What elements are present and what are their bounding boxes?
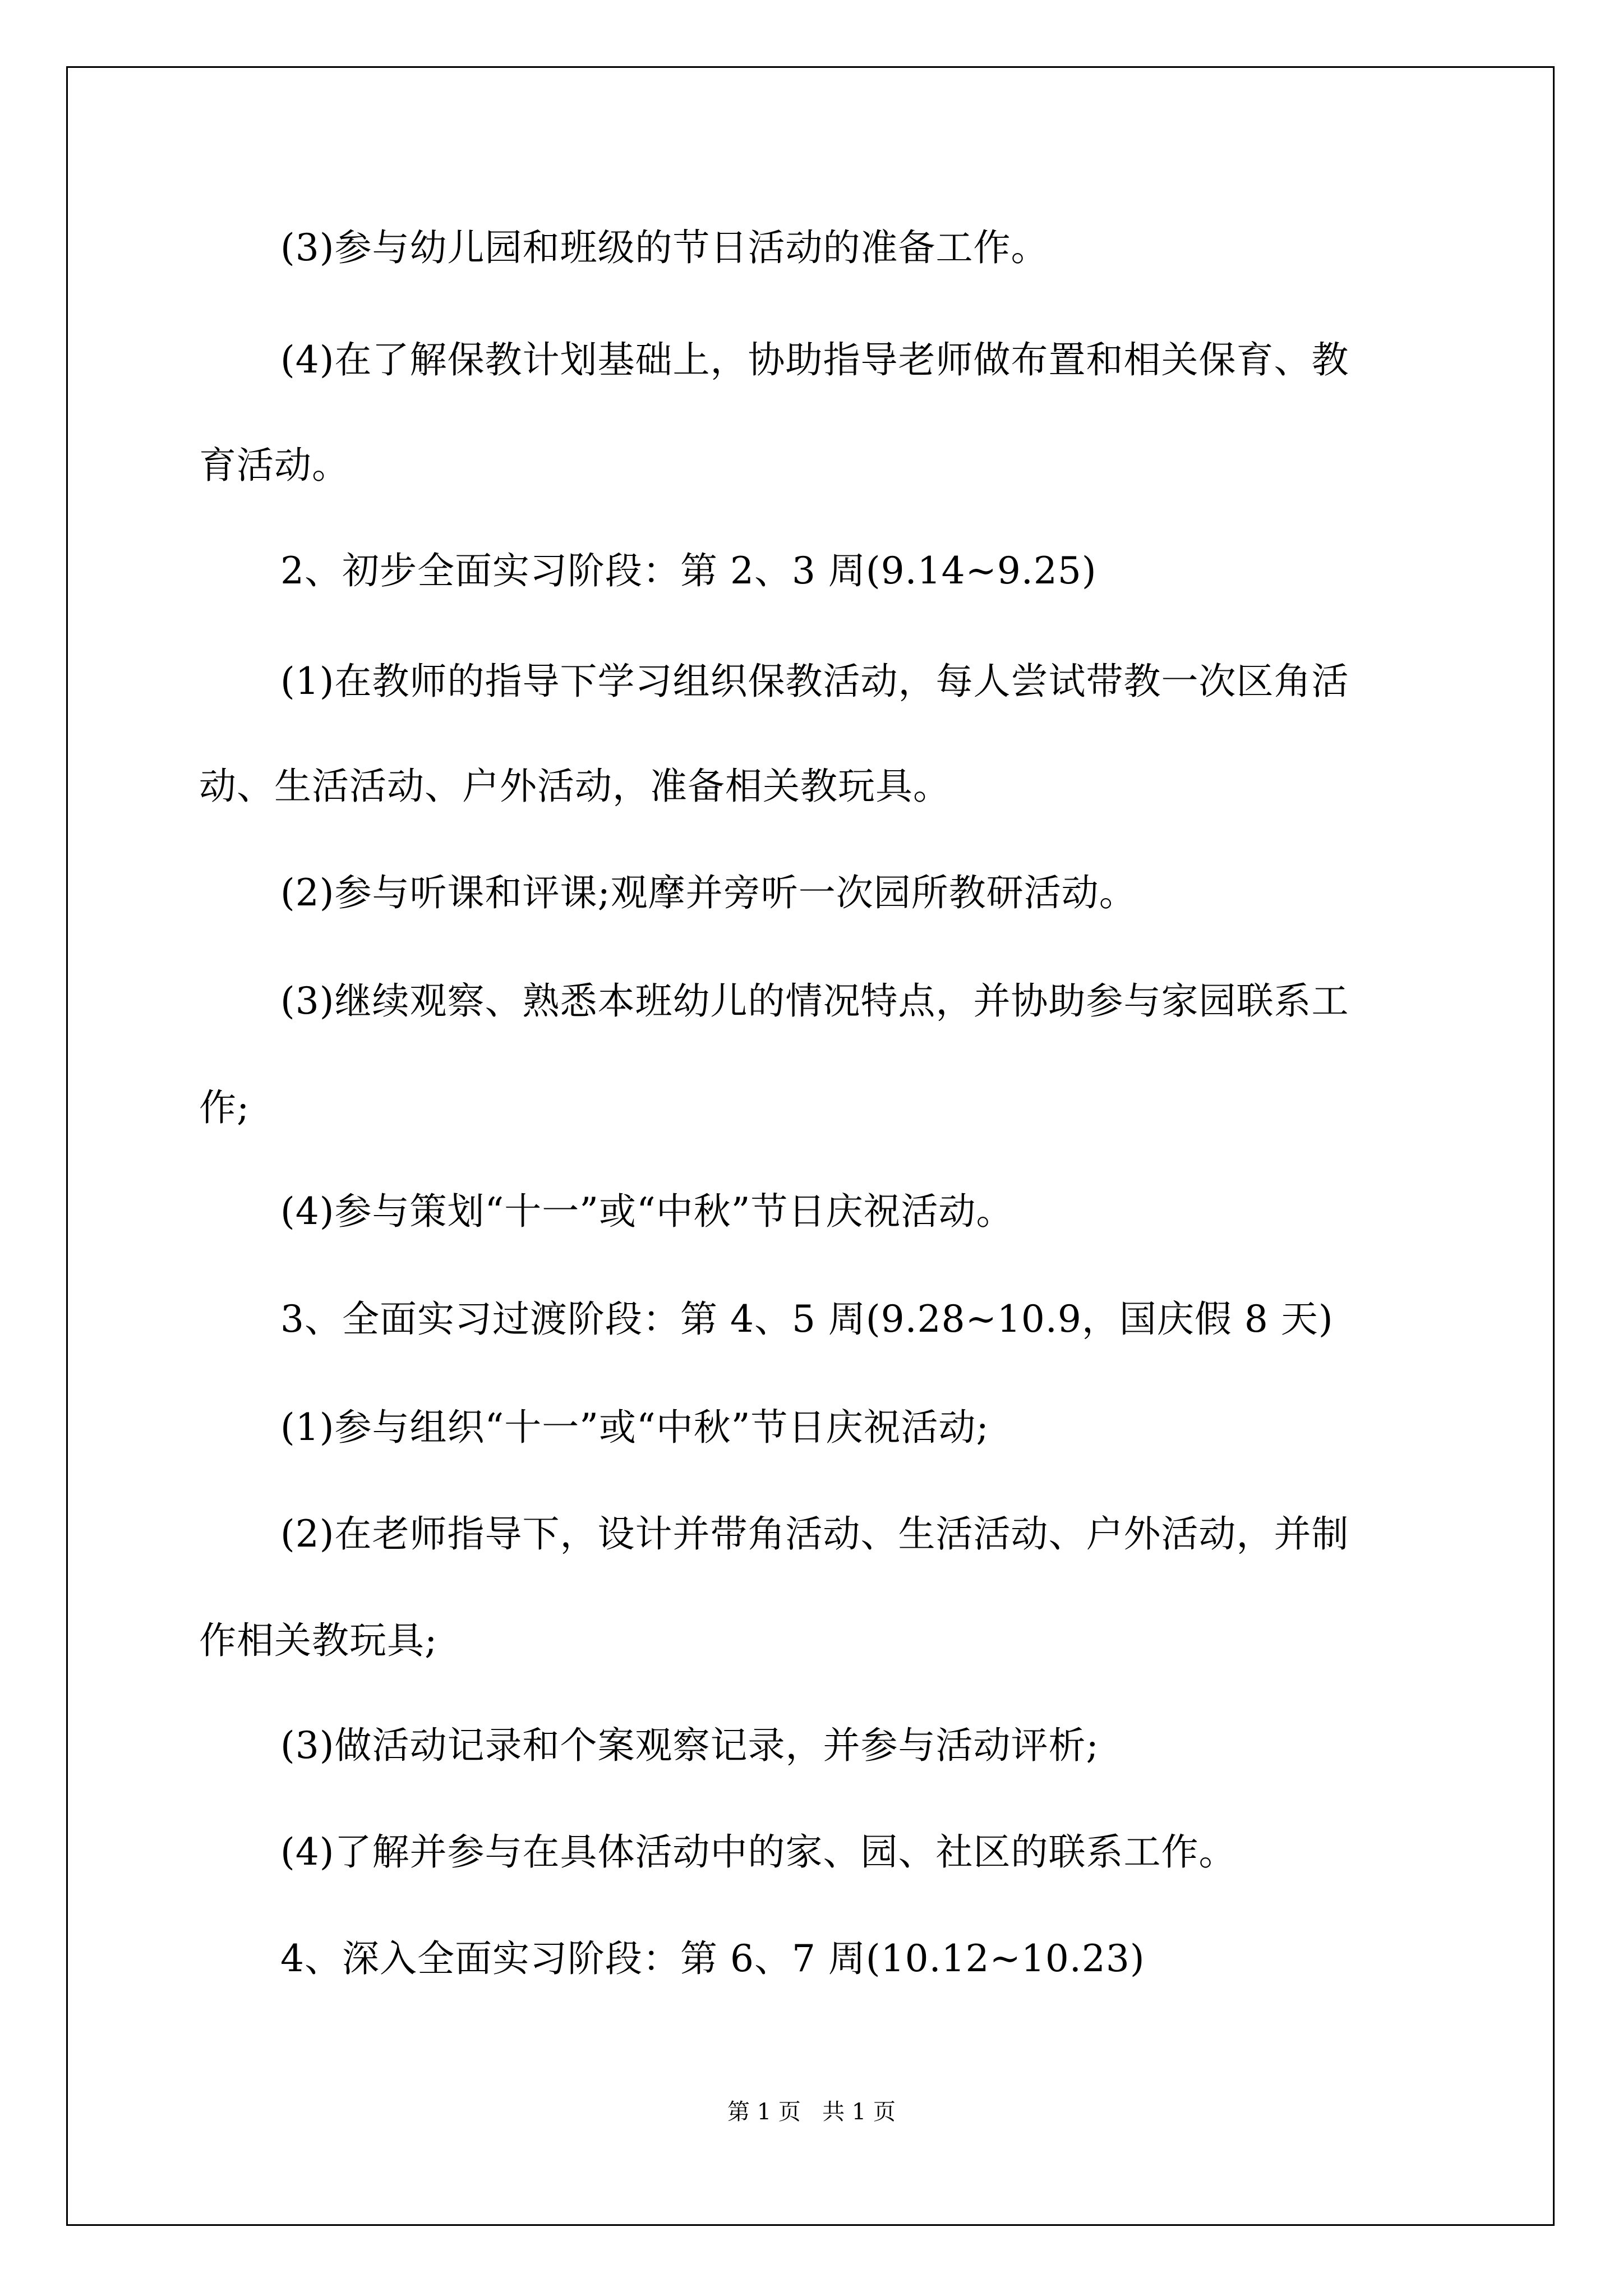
paragraph-line: (1)在教师的指导下学习组织保教活动，每人尝试带教一次区角活 bbox=[280, 660, 1349, 703]
section-heading: 2、初步全面实习阶段：第 2、3 周(9.14~9.25) bbox=[280, 549, 1097, 592]
section-heading: 3、全面实习过渡阶段：第 4、5 周(9.28~10.9，国庆假 8 天) bbox=[280, 1297, 1334, 1341]
paragraph-line: (1)参与组织“十一”或“中秋”节日庆祝活动; bbox=[280, 1406, 989, 1449]
section-heading: 4、深入全面实习阶段：第 6、7 周(10.12~10.23) bbox=[280, 1937, 1145, 1980]
paragraph-line: 动、生活活动、户外活动，准备相关教玩具。 bbox=[199, 765, 951, 808]
paragraph-line: (3)参与幼儿园和班级的节日活动的准备工作。 bbox=[280, 226, 1049, 269]
paragraph-line: 作; bbox=[199, 1086, 250, 1129]
paragraph-line: (4)了解并参与在具体活动中的家、园、社区的联系工作。 bbox=[280, 1830, 1237, 1874]
page-border bbox=[66, 66, 1555, 2226]
paragraph-line: 作相关教玩具; bbox=[199, 1619, 438, 1662]
page-footer: 第 1 页 共 1 页 bbox=[727, 2099, 896, 2125]
paragraph-line: (2)在老师指导下，设计并带角活动、生活活动、户外活动，并制 bbox=[280, 1512, 1349, 1556]
paragraph-line: (3)继续观察、熟悉本班幼儿的情况特点，并协助参与家园联系工 bbox=[280, 979, 1349, 1023]
paragraph-line: (2)参与听课和评课;观摩并旁听一次园所教研活动。 bbox=[280, 871, 1137, 914]
paragraph-line: (3)做活动记录和个案观察记录，并参与活动评析; bbox=[280, 1724, 1099, 1767]
paragraph-line: (4)参与策划“十一”或“中秋”节日庆祝活动。 bbox=[280, 1190, 1014, 1233]
paragraph-line: (4)在了解保教计划基础上，协助指导老师做布置和相关保育、教 bbox=[280, 338, 1349, 381]
paragraph-line: 育活动。 bbox=[199, 444, 349, 487]
